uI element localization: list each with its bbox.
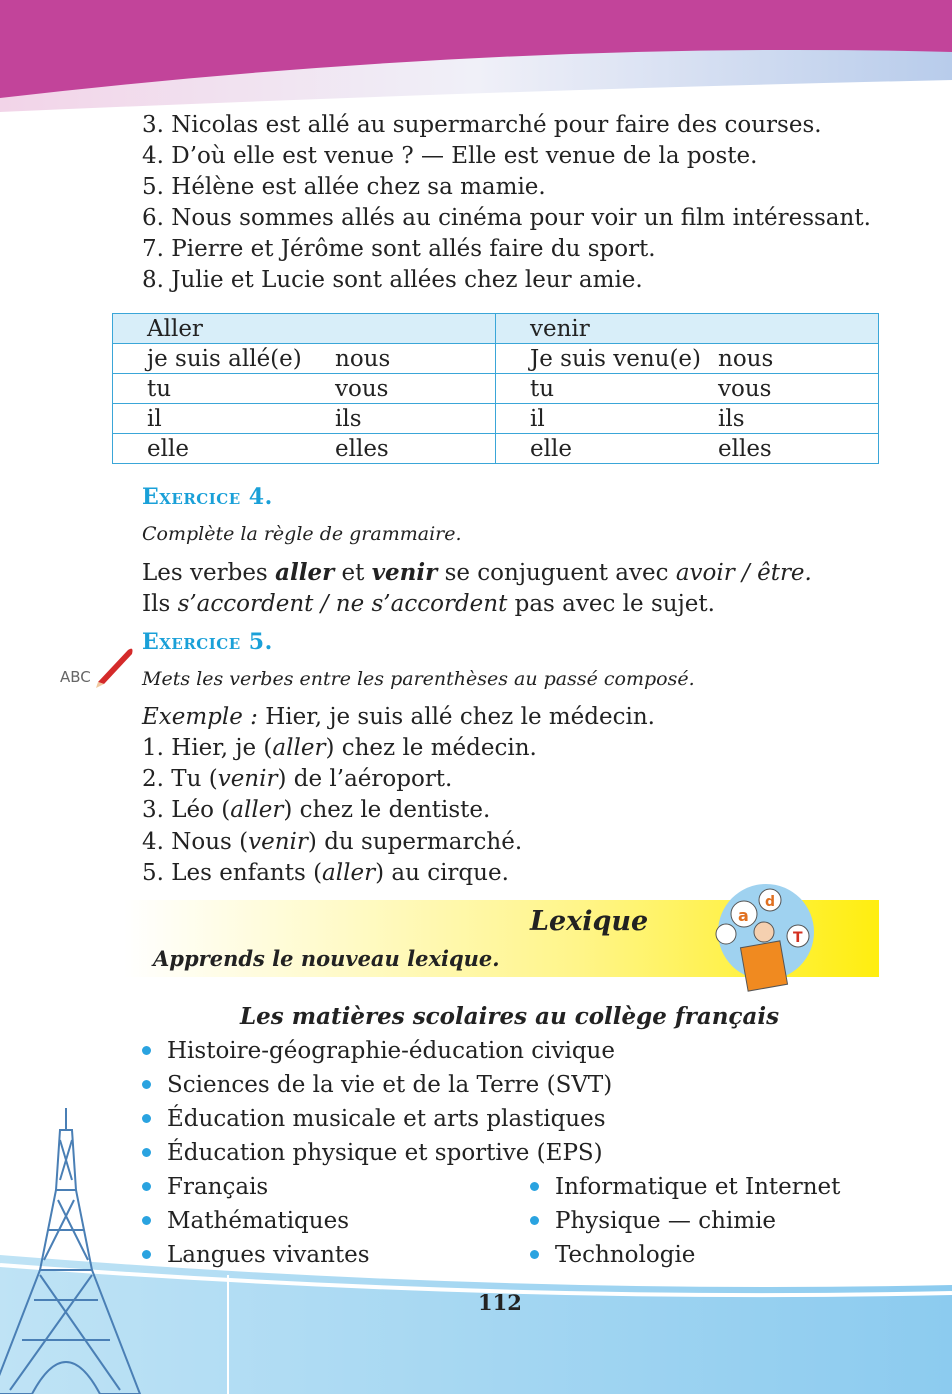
list-item: 5. Hélène est allée chez sa mamie. [142, 174, 546, 200]
table-cell: tu [530, 375, 555, 402]
exercise-4-instruction: Complète la règle de grammaire. [142, 523, 462, 545]
table-cell: elles [718, 435, 772, 462]
lexique-title: Lexique [530, 906, 649, 937]
bullet-icon [142, 1080, 151, 1089]
list-item: 7. Pierre et Jérôme sont allés faire du sport. [142, 236, 656, 262]
table-cell: ils [718, 405, 745, 432]
table-row [113, 344, 879, 374]
table-row [113, 404, 879, 434]
header-band [0, 0, 952, 115]
exercise-5-title: Exercice 5. [142, 629, 273, 655]
bullet-icon [142, 1182, 151, 1191]
list-item: Informatique et Internet [530, 1172, 840, 1202]
grammar-rule-line-2: Ils s’accordent / ne s’accordent pas avec le sujet. [142, 591, 715, 617]
header-aller: Aller [113, 314, 496, 344]
list-item: 2. Tu (venir) de l’aéroport. [142, 766, 453, 792]
list-item: Physique — chimie [530, 1206, 776, 1236]
table-cell: vous [718, 375, 772, 402]
table-cell: il [147, 405, 162, 432]
svg-text:ABC: ABC [60, 668, 91, 686]
exercise-5-instruction: Mets les verbes entre les parenthèses au passé composé. [142, 668, 695, 690]
table-cell: elle [147, 435, 189, 462]
list-item: Sciences de la vie et de la Terre (SVT) [142, 1070, 612, 1100]
conjugation-table [112, 313, 879, 464]
exercise-4-title: Exercice 4. [142, 484, 273, 510]
svg-text:T: T [793, 930, 803, 946]
lexique-instruction: Apprends le nouveau lexique. [153, 946, 500, 971]
table-cell: je suis allé(e) [147, 345, 302, 372]
list-item: Éducation physique et sportive (EPS) [142, 1138, 603, 1168]
list-item: 4. Nous (venir) du supermarché. [142, 829, 523, 855]
table-cell: tu [147, 375, 172, 402]
list-item: Technologie [530, 1240, 695, 1270]
list-item: 3. Nicolas est allé au supermarché pour faire des courses. [142, 112, 822, 138]
bullet-icon [142, 1148, 151, 1157]
table-cell: ils [335, 405, 362, 432]
svg-text:a: a [738, 906, 749, 925]
table-cell: elle [530, 435, 572, 462]
list-item: 8. Julie et Lucie sont allées chez leur amie. [142, 267, 643, 293]
bullet-icon [142, 1216, 151, 1225]
table-cell: elles [335, 435, 389, 462]
example-line: Exemple : Hier, je suis allé chez le médecin. [142, 704, 655, 730]
svg-text:d: d [765, 894, 776, 910]
bullet-icon [142, 1114, 151, 1123]
lexique-subtitle: Les matières scolaires au collège français [240, 1003, 780, 1030]
table-cell: Je suis venu(e) [530, 345, 702, 372]
list-item: 4. D’où elle est venue ? — Elle est venue de la poste. [142, 143, 758, 169]
bullet-icon [530, 1250, 539, 1259]
bullet-icon [142, 1250, 151, 1259]
list-item: 1. Hier, je (aller) chez le médecin. [142, 735, 537, 761]
list-item: Français [142, 1172, 268, 1202]
bullet-icon [530, 1216, 539, 1225]
vocabulary-book-icon [708, 882, 818, 994]
list-item: 6. Nous sommes allés au cinéma pour voir un film intéressant. [142, 205, 871, 231]
table-cell: il [530, 405, 545, 432]
grammar-rule-line-1: Les verbes aller et venir se conjuguent avec avoir / être. [142, 559, 812, 586]
table-cell: nous [335, 345, 391, 372]
list-item: 3. Léo (aller) chez le dentiste. [142, 797, 491, 823]
table-row [113, 374, 879, 404]
list-item: 5. Les enfants (aller) au cirque. [142, 860, 509, 886]
list-item: Histoire-géographie-éducation civique [142, 1036, 615, 1066]
list-item: Langues vivantes [142, 1240, 370, 1270]
list-item: Éducation musicale et arts plastiques [142, 1104, 606, 1134]
page-number: 112 [478, 1290, 522, 1315]
header-venir: venir [496, 314, 879, 344]
bullet-icon [530, 1182, 539, 1191]
pen-writing-icon [58, 640, 138, 690]
list-item: Mathématiques [142, 1206, 349, 1236]
table-header-row [113, 314, 879, 344]
table-cell: vous [335, 375, 389, 402]
table-row [113, 434, 879, 464]
bullet-icon [142, 1046, 151, 1055]
table-cell: nous [718, 345, 774, 372]
